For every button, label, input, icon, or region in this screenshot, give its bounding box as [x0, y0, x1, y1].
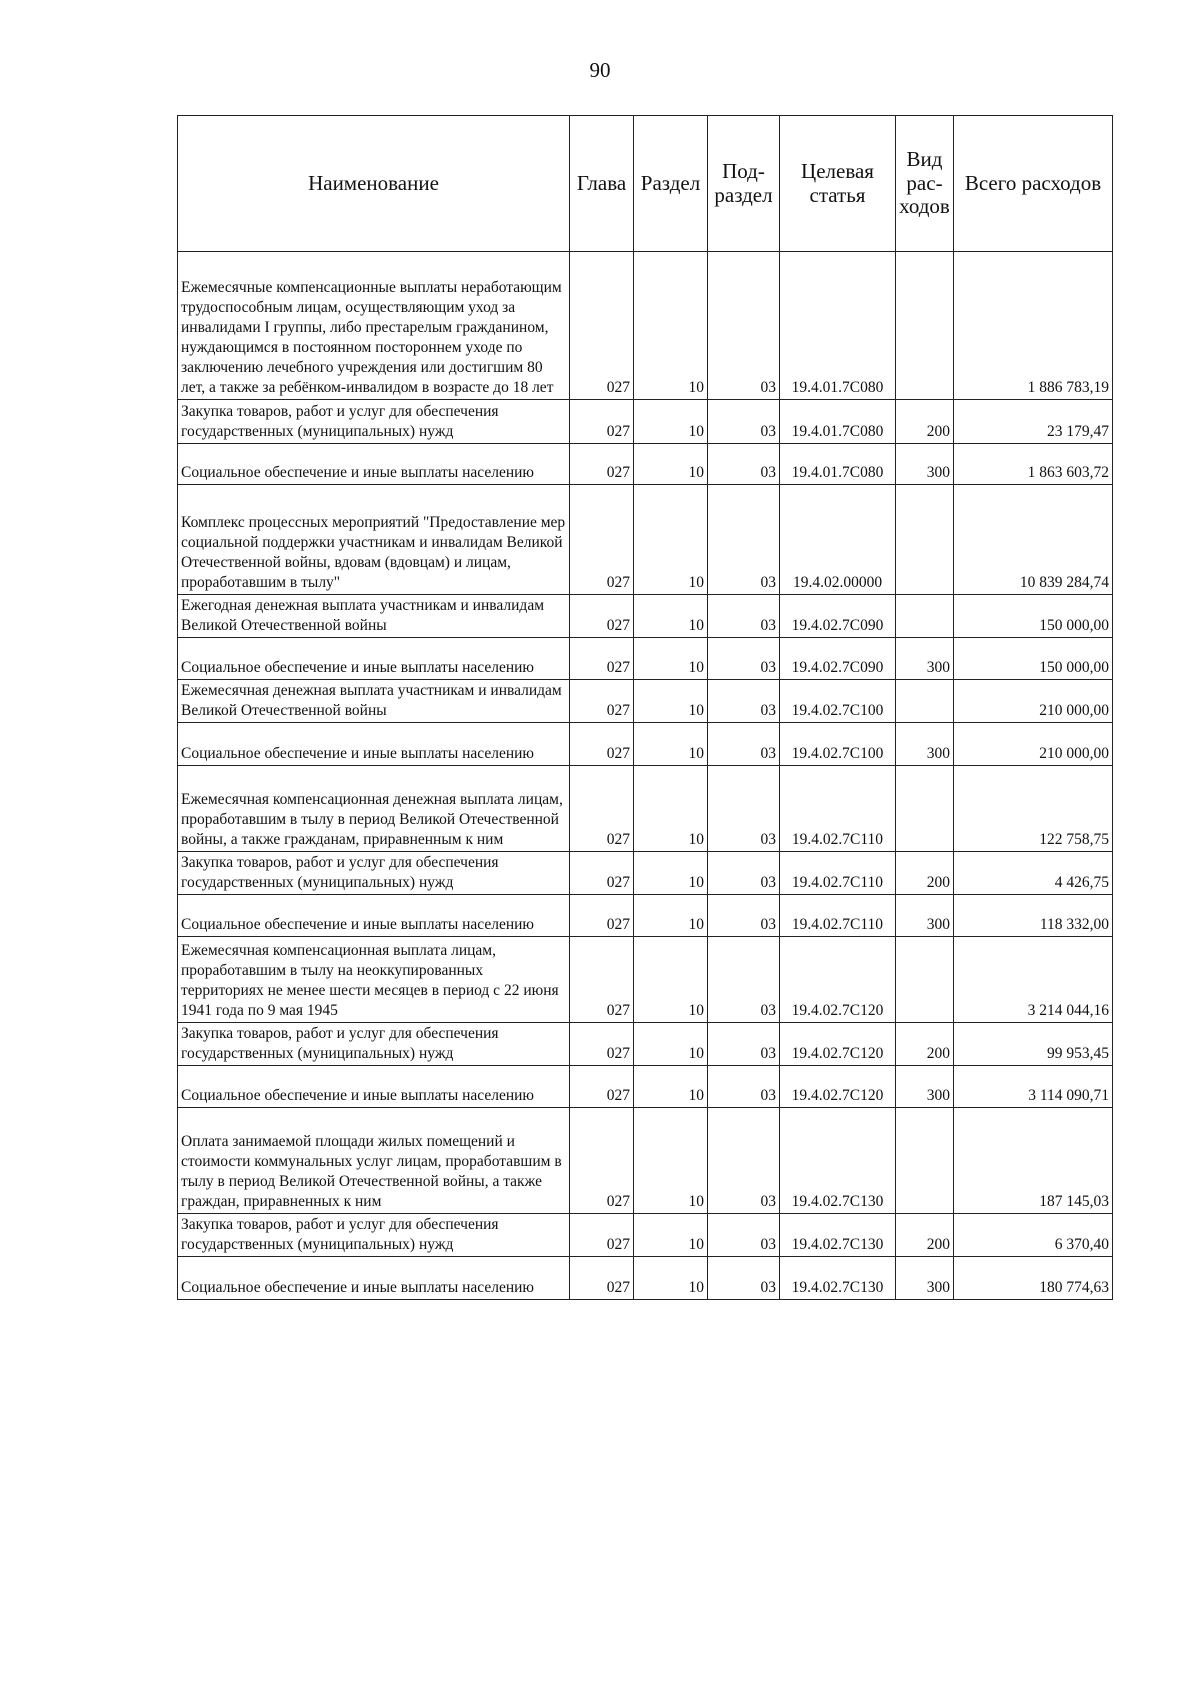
cell-total: 210 000,00 [954, 680, 1113, 723]
cell-expense-type [896, 766, 954, 852]
cell-section: 10 [634, 1108, 708, 1214]
cell-expense-type: 200 [896, 1023, 954, 1066]
cell-chapter: 027 [570, 766, 634, 852]
cell-total: 4 426,75 [954, 852, 1113, 895]
cell-target: 19.4.02.7С130 [780, 1214, 896, 1257]
cell-target: 19.4.02.7С110 [780, 766, 896, 852]
cell-total: 1 863 603,72 [954, 444, 1113, 485]
header-section: Раздел [634, 116, 708, 252]
cell-expense-type: 200 [896, 1214, 954, 1257]
cell-expense-type: 300 [896, 895, 954, 937]
cell-name: Ежемесячная компенсационная денежная выплата лицам, проработавшим в тылу в период Великой Отечественной войны, а также гражданам, приравненным к ним [178, 766, 570, 852]
cell-chapter: 027 [570, 444, 634, 485]
cell-chapter: 027 [570, 1257, 634, 1300]
cell-name: Социальное обеспечение и иные выплаты населению [178, 1066, 570, 1108]
header-expense-type-line2: рас- [906, 170, 943, 195]
table-row [178, 444, 1113, 485]
cell-total: 180 774,63 [954, 1257, 1113, 1300]
cell-total: 118 332,00 [954, 895, 1113, 937]
cell-name: Социальное обеспечение и иные выплаты населению [178, 723, 570, 766]
cell-expense-type [896, 937, 954, 1023]
cell-section: 10 [634, 595, 708, 638]
cell-expense-type [896, 252, 954, 400]
cell-section: 10 [634, 852, 708, 895]
cell-subsection: 03 [708, 1066, 780, 1108]
cell-expense-type: 300 [896, 638, 954, 680]
cell-target: 19.4.01.7С080 [780, 444, 896, 485]
cell-target: 19.4.02.00000 [780, 485, 896, 595]
header-target-line2: статья [809, 182, 866, 207]
table-row [178, 485, 1113, 595]
cell-subsection: 03 [708, 485, 780, 595]
cell-expense-type: 200 [896, 852, 954, 895]
table-row [178, 895, 1113, 937]
cell-section: 10 [634, 766, 708, 852]
cell-name: Закупка товаров, работ и услуг для обеспечения государственных (муниципальных) нужд [178, 1023, 570, 1066]
cell-name: Ежегодная денежная выплата участникам и инвалидам Великой Отечественной войны [178, 595, 570, 638]
cell-total: 1 886 783,19 [954, 252, 1113, 400]
table-row [178, 852, 1113, 895]
header-subsection-line1: Под- [722, 158, 765, 183]
header-target-line1: Целевая [801, 158, 874, 183]
cell-total: 6 370,40 [954, 1214, 1113, 1257]
cell-section: 10 [634, 1214, 708, 1257]
cell-expense-type: 300 [896, 1066, 954, 1108]
cell-target: 19.4.02.7С090 [780, 595, 896, 638]
cell-target: 19.4.02.7С100 [780, 680, 896, 723]
cell-subsection: 03 [708, 400, 780, 444]
header-chapter: Глава [570, 116, 634, 252]
cell-expense-type: 300 [896, 444, 954, 485]
table-row [178, 723, 1113, 766]
cell-total: 187 145,03 [954, 1108, 1113, 1214]
cell-expense-type: 300 [896, 1257, 954, 1300]
cell-chapter: 027 [570, 937, 634, 1023]
cell-chapter: 027 [570, 595, 634, 638]
table-row [178, 937, 1113, 1023]
table-body [178, 252, 1113, 1300]
cell-target: 19.4.02.7С120 [780, 937, 896, 1023]
header-expense-type-line3: ходов [899, 194, 950, 219]
header-subsection [708, 116, 780, 252]
cell-expense-type [896, 485, 954, 595]
cell-expense-type: 300 [896, 723, 954, 766]
cell-section: 10 [634, 638, 708, 680]
cell-total: 210 000,00 [954, 723, 1113, 766]
cell-section: 10 [634, 400, 708, 444]
cell-target: 19.4.02.7С130 [780, 1257, 896, 1300]
cell-total: 99 953,45 [954, 1023, 1113, 1066]
table-row [178, 400, 1113, 444]
cell-target: 19.4.02.7С100 [780, 723, 896, 766]
cell-subsection: 03 [708, 1023, 780, 1066]
header-target [780, 116, 896, 252]
cell-total: 122 758,75 [954, 766, 1113, 852]
table-row [178, 1257, 1113, 1300]
cell-subsection: 03 [708, 252, 780, 400]
cell-chapter: 027 [570, 680, 634, 723]
page-number: 90 [589, 58, 611, 82]
cell-name: Ежемесячная денежная выплата участникам и инвалидам Великой Отечественной войны [178, 680, 570, 723]
cell-name: Социальное обеспечение и иные выплаты населению [178, 638, 570, 680]
cell-expense-type [896, 595, 954, 638]
header-expense-type-line1: Вид [906, 147, 943, 172]
table-row [178, 680, 1113, 723]
cell-section: 10 [634, 895, 708, 937]
cell-chapter: 027 [570, 895, 634, 937]
cell-subsection: 03 [708, 595, 780, 638]
cell-expense-type: 200 [896, 400, 954, 444]
cell-chapter: 027 [570, 1066, 634, 1108]
cell-name: Закупка товаров, работ и услуг для обеспечения государственных (муниципальных) нужд [178, 1214, 570, 1257]
header-subsection-line2: раздел [714, 182, 773, 207]
cell-name: Ежемесячные компенсационные выплаты неработающим трудоспособным лицам, осуществляющим уход за инвалидами I группы, либо престарелым гражданином, нуждающимся в постоянном постороннем уходе по заключению лечебного учреждения или достигшим 80 лет, а также за ребёнком-инвалидом в возрасте до 18 лет [178, 252, 570, 400]
cell-chapter: 027 [570, 852, 634, 895]
table-row [178, 595, 1113, 638]
cell-name: Закупка товаров, работ и услуг для обеспечения государственных (муниципальных) нужд [178, 400, 570, 444]
cell-subsection: 03 [708, 638, 780, 680]
cell-subsection: 03 [708, 895, 780, 937]
cell-name: Оплата занимаемой площади жилых помещений и стоимости коммунальных услуг лицам, проработавшим в тылу в период Великой Отечественной войны, а также граждан, приравненных к ним [178, 1108, 570, 1214]
table-row [178, 1108, 1113, 1214]
cell-total: 3 214 044,16 [954, 937, 1113, 1023]
cell-subsection: 03 [708, 852, 780, 895]
cell-target: 19.4.02.7С120 [780, 1066, 896, 1108]
cell-target: 19.4.01.7С080 [780, 400, 896, 444]
cell-subsection: 03 [708, 766, 780, 852]
cell-target: 19.4.02.7С090 [780, 638, 896, 680]
cell-total: 150 000,00 [954, 638, 1113, 680]
table-row [178, 1066, 1113, 1108]
cell-subsection: 03 [708, 1108, 780, 1214]
table-row [178, 638, 1113, 680]
cell-name: Ежемесячная компенсационная выплата лицам, проработавшим в тылу на неоккупированных территориях не менее шести месяцев в период с 22 июня 1941 года по 9 мая 1945 [178, 937, 570, 1023]
cell-subsection: 03 [708, 1257, 780, 1300]
cell-section: 10 [634, 1066, 708, 1108]
cell-chapter: 027 [570, 1023, 634, 1066]
header-name: Наименование [178, 116, 570, 252]
cell-chapter: 027 [570, 485, 634, 595]
budget-table [177, 115, 1113, 1300]
cell-subsection: 03 [708, 680, 780, 723]
cell-section: 10 [634, 1023, 708, 1066]
cell-section: 10 [634, 444, 708, 485]
cell-subsection: 03 [708, 1214, 780, 1257]
cell-expense-type [896, 1108, 954, 1214]
cell-name: Социальное обеспечение и иные выплаты населению [178, 895, 570, 937]
cell-chapter: 027 [570, 638, 634, 680]
cell-name: Социальное обеспечение и иные выплаты населению [178, 444, 570, 485]
cell-total: 3 114 090,71 [954, 1066, 1113, 1108]
cell-expense-type [896, 680, 954, 723]
cell-target: 19.4.02.7С110 [780, 852, 896, 895]
header-total: Всего расходов [954, 116, 1113, 252]
cell-total: 150 000,00 [954, 595, 1113, 638]
table-row [178, 252, 1113, 400]
cell-section: 10 [634, 485, 708, 595]
table-row [178, 1214, 1113, 1257]
cell-subsection: 03 [708, 444, 780, 485]
cell-section: 10 [634, 723, 708, 766]
cell-name: Закупка товаров, работ и услуг для обеспечения государственных (муниципальных) нужд [178, 852, 570, 895]
cell-chapter: 027 [570, 1214, 634, 1257]
cell-section: 10 [634, 252, 708, 400]
cell-name: Комплекс процессных мероприятий "Предоставление мер социальной поддержки участникам и инвалидам Великой Отечественной войны, вдовам (вдовцам) и лицам, проработавшим в тылу" [178, 485, 570, 595]
cell-subsection: 03 [708, 937, 780, 1023]
cell-chapter: 027 [570, 1108, 634, 1214]
cell-chapter: 027 [570, 723, 634, 766]
cell-target: 19.4.02.7С120 [780, 1023, 896, 1066]
cell-target: 19.4.01.7С080 [780, 252, 896, 400]
cell-target: 19.4.02.7С130 [780, 1108, 896, 1214]
table-row [178, 1023, 1113, 1066]
cell-total: 23 179,47 [954, 400, 1113, 444]
header-row [178, 116, 1113, 252]
cell-section: 10 [634, 1257, 708, 1300]
cell-section: 10 [634, 680, 708, 723]
cell-chapter: 027 [570, 252, 634, 400]
cell-subsection: 03 [708, 723, 780, 766]
cell-total: 10 839 284,74 [954, 485, 1113, 595]
cell-name: Социальное обеспечение и иные выплаты населению [178, 1257, 570, 1300]
cell-chapter: 027 [570, 400, 634, 444]
table-row [178, 766, 1113, 852]
cell-target: 19.4.02.7С110 [780, 895, 896, 937]
header-expense-type [896, 116, 954, 252]
cell-section: 10 [634, 937, 708, 1023]
